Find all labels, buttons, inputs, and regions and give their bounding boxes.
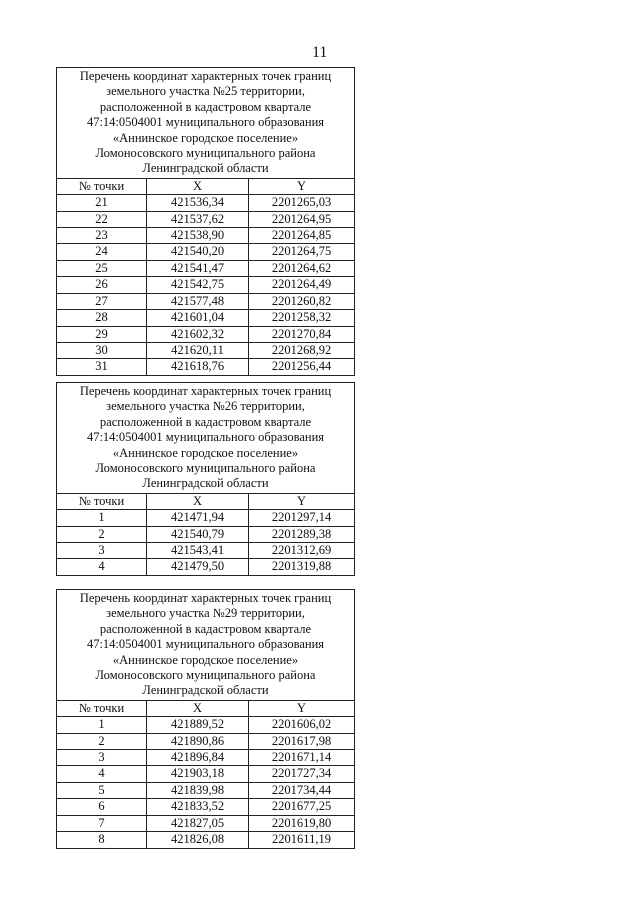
table-row <box>57 359 355 375</box>
coordinates-table-plot-29 <box>56 589 355 849</box>
page-number: 11 <box>312 44 328 61</box>
point-number-cell: 22 <box>57 211 147 227</box>
column-header-point: № точки <box>57 700 147 716</box>
y-coordinate-cell: 2201270,84 <box>249 326 355 342</box>
table-row <box>57 559 355 575</box>
y-coordinate-cell: 2201617,98 <box>249 733 355 749</box>
x-coordinate-cell: 421601,04 <box>147 310 249 326</box>
point-number-cell: 21 <box>57 195 147 211</box>
y-coordinate-cell: 2201727,34 <box>249 766 355 782</box>
point-number-cell: 4 <box>57 559 147 575</box>
column-header-point: № точки <box>57 493 147 509</box>
point-number-cell: 29 <box>57 326 147 342</box>
y-coordinate-cell: 2201297,14 <box>249 510 355 526</box>
point-number-cell: 7 <box>57 815 147 831</box>
table-row <box>57 342 355 358</box>
caption-line: Перечень координат характерных точек границ <box>79 69 332 83</box>
point-number-cell: 27 <box>57 293 147 309</box>
table-row <box>57 228 355 244</box>
x-coordinate-cell: 421890,86 <box>147 733 249 749</box>
caption-line: Перечень координат характерных точек границ <box>79 384 332 398</box>
table-row <box>57 766 355 782</box>
x-coordinate-cell: 421827,05 <box>147 815 249 831</box>
point-number-cell: 1 <box>57 510 147 526</box>
caption-line: «Аннинское городское поселение» <box>112 652 299 667</box>
y-coordinate-cell: 2201289,38 <box>249 526 355 542</box>
table-row <box>57 717 355 733</box>
caption-line: 47:14:0504001 муниципального образования <box>86 430 325 445</box>
table-row <box>57 799 355 815</box>
y-coordinate-cell: 2201312,69 <box>249 543 355 559</box>
y-coordinate-cell: 2201264,62 <box>249 260 355 276</box>
x-coordinate-cell: 421471,94 <box>147 510 249 526</box>
x-coordinate-cell: 421826,08 <box>147 832 249 848</box>
point-number-cell: 6 <box>57 799 147 815</box>
column-header-x: X <box>147 178 249 194</box>
x-coordinate-cell: 421540,20 <box>147 244 249 260</box>
x-coordinate-cell: 421577,48 <box>147 293 249 309</box>
point-number-cell: 25 <box>57 260 147 276</box>
x-coordinate-cell: 421602,32 <box>147 326 249 342</box>
table-row <box>57 195 355 211</box>
table-header-row <box>57 700 355 716</box>
x-coordinate-cell: 421618,76 <box>147 359 249 375</box>
table-row <box>57 277 355 293</box>
column-header-y: Y <box>249 493 355 509</box>
x-coordinate-cell: 421542,75 <box>147 277 249 293</box>
y-coordinate-cell: 2201264,85 <box>249 228 355 244</box>
caption-line: земельного участка №25 территории, <box>106 84 305 99</box>
point-number-cell: 4 <box>57 766 147 782</box>
x-coordinate-cell: 421889,52 <box>147 717 249 733</box>
coordinates-table-plot-25 <box>56 67 355 376</box>
y-coordinate-cell: 2201606,02 <box>249 717 355 733</box>
caption-line: земельного участка №29 территории, <box>106 606 305 621</box>
caption-line: 47:14:0504001 муниципального образования <box>86 637 325 652</box>
y-coordinate-cell: 2201265,03 <box>249 195 355 211</box>
y-coordinate-cell: 2201671,14 <box>249 750 355 766</box>
column-header-point: № точки <box>57 178 147 194</box>
table-caption <box>57 590 355 701</box>
table-row <box>57 543 355 559</box>
table-row <box>57 782 355 798</box>
point-number-cell: 26 <box>57 277 147 293</box>
point-number-cell: 23 <box>57 228 147 244</box>
point-number-cell: 30 <box>57 342 147 358</box>
column-header-x: X <box>147 700 249 716</box>
table-row <box>57 260 355 276</box>
x-coordinate-cell: 421543,41 <box>147 543 249 559</box>
caption-line: расположенной в кадастровом квартале <box>99 621 312 636</box>
y-coordinate-cell: 2201734,44 <box>249 782 355 798</box>
coordinates-table-plot-26 <box>56 382 355 576</box>
caption-line: Ленинградской области <box>142 476 269 491</box>
y-coordinate-cell: 2201264,49 <box>249 277 355 293</box>
table-row <box>57 750 355 766</box>
table-row <box>57 326 355 342</box>
table-caption-row <box>57 68 355 179</box>
x-coordinate-cell: 421896,84 <box>147 750 249 766</box>
caption-line: «Аннинское городское поселение» <box>112 130 299 145</box>
caption-line: расположенной в кадастровом квартале <box>99 99 312 114</box>
caption-line: Перечень координат характерных точек границ <box>79 591 332 605</box>
caption-line: Ломоносовского муниципального района <box>95 461 316 476</box>
caption-line: 47:14:0504001 муниципального образования <box>86 115 325 130</box>
table-header-row <box>57 178 355 194</box>
point-number-cell: 2 <box>57 526 147 542</box>
x-coordinate-cell: 421540,79 <box>147 526 249 542</box>
point-number-cell: 24 <box>57 244 147 260</box>
table-row <box>57 244 355 260</box>
y-coordinate-cell: 2201677,25 <box>249 799 355 815</box>
x-coordinate-cell: 421538,90 <box>147 228 249 244</box>
y-coordinate-cell: 2201264,75 <box>249 244 355 260</box>
column-header-x: X <box>147 493 249 509</box>
table-header-row <box>57 493 355 509</box>
table-row <box>57 733 355 749</box>
y-coordinate-cell: 2201260,82 <box>249 293 355 309</box>
point-number-cell: 2 <box>57 733 147 749</box>
table-row <box>57 310 355 326</box>
table-row <box>57 510 355 526</box>
caption-line: «Аннинское городское поселение» <box>112 445 299 460</box>
y-coordinate-cell: 2201319,88 <box>249 559 355 575</box>
table-row <box>57 293 355 309</box>
point-number-cell: 5 <box>57 782 147 798</box>
x-coordinate-cell: 421536,34 <box>147 195 249 211</box>
x-coordinate-cell: 421479,50 <box>147 559 249 575</box>
y-coordinate-cell: 2201258,32 <box>249 310 355 326</box>
table-row <box>57 832 355 848</box>
x-coordinate-cell: 421839,98 <box>147 782 249 798</box>
x-coordinate-cell: 421537,62 <box>147 211 249 227</box>
point-number-cell: 31 <box>57 359 147 375</box>
caption-line: расположенной в кадастровом квартале <box>99 414 312 429</box>
table-row <box>57 815 355 831</box>
y-coordinate-cell: 2201611,19 <box>249 832 355 848</box>
point-number-cell: 1 <box>57 717 147 733</box>
table-row <box>57 526 355 542</box>
table-caption <box>57 383 355 494</box>
y-coordinate-cell: 2201619,80 <box>249 815 355 831</box>
point-number-cell: 28 <box>57 310 147 326</box>
x-coordinate-cell: 421833,52 <box>147 799 249 815</box>
table-row <box>57 211 355 227</box>
caption-line: Ленинградской области <box>142 683 269 698</box>
column-header-y: Y <box>249 700 355 716</box>
y-coordinate-cell: 2201268,92 <box>249 342 355 358</box>
caption-line: Ленинградской области <box>142 161 269 176</box>
column-header-y: Y <box>249 178 355 194</box>
y-coordinate-cell: 2201256,44 <box>249 359 355 375</box>
table-caption-row <box>57 383 355 494</box>
caption-line: земельного участка №26 территории, <box>106 399 305 414</box>
point-number-cell: 8 <box>57 832 147 848</box>
x-coordinate-cell: 421541,47 <box>147 260 249 276</box>
table-caption <box>57 68 355 179</box>
point-number-cell: 3 <box>57 750 147 766</box>
x-coordinate-cell: 421903,18 <box>147 766 249 782</box>
table-caption-row <box>57 590 355 701</box>
y-coordinate-cell: 2201264,95 <box>249 211 355 227</box>
caption-line: Ломоносовского муниципального района <box>95 146 316 161</box>
x-coordinate-cell: 421620,11 <box>147 342 249 358</box>
caption-line: Ломоносовского муниципального района <box>95 668 316 683</box>
point-number-cell: 3 <box>57 543 147 559</box>
